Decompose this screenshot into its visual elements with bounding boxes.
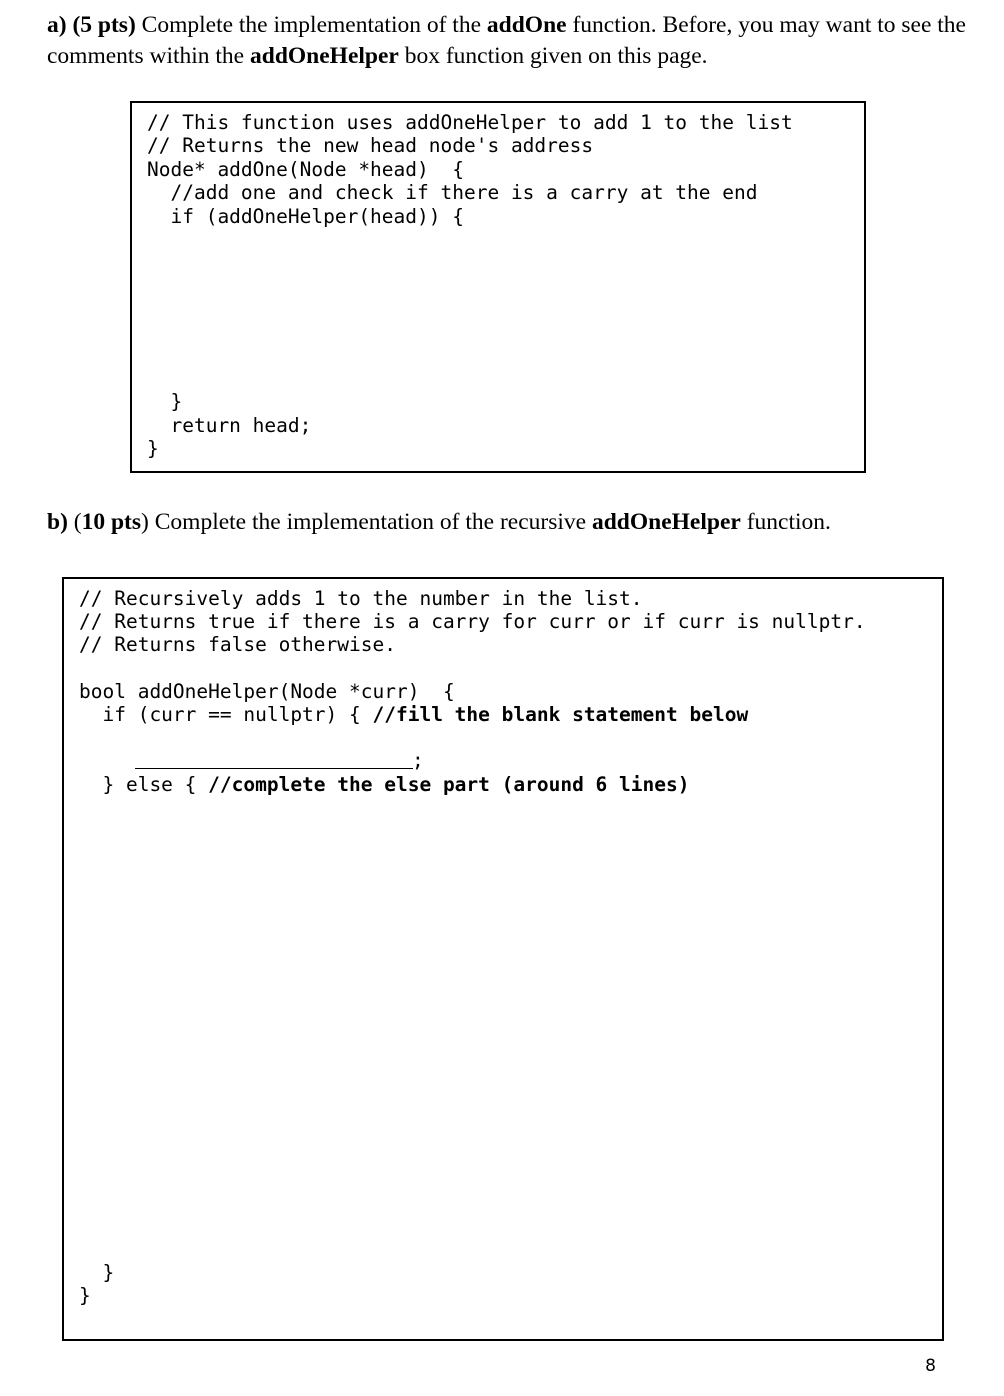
question-a-text-1: Complete the implementation of the xyxy=(135,12,487,38)
code-line-a1: // This function uses addOneHelper to add 1 to the list xyxy=(147,111,793,134)
code-line-b3: // Returns false otherwise. xyxy=(79,633,396,656)
page-number: 8 xyxy=(925,1356,936,1376)
question-a-helper-name: addOneHelper xyxy=(250,43,399,69)
question-b-label: b) xyxy=(47,509,68,535)
code-line-a3: Node* addOne(Node *head) { xyxy=(147,158,464,181)
code-line-b4: bool addOneHelper(Node *curr) { xyxy=(79,680,455,703)
code-line-b8: } xyxy=(79,1284,91,1307)
question-b-paren-open: ( xyxy=(67,509,82,535)
question-a-text-2: function. Before, you may want to see the comments within the xyxy=(47,12,966,69)
question-b-text-2: function. xyxy=(740,509,831,535)
code-line-b5 xyxy=(79,703,748,726)
question-a-function-name: addOne xyxy=(486,12,567,38)
question-a-text-3: box function given on this page. xyxy=(398,43,708,69)
fill-blank-line[interactable] xyxy=(135,750,413,769)
code-line-b5-code: if (curr == nullptr) { xyxy=(79,703,373,726)
code-line-a8: } xyxy=(147,437,159,460)
code-line-a7: return head; xyxy=(147,414,312,437)
code-line-b6-code: } else { xyxy=(79,773,209,796)
question-a-label: a) xyxy=(47,12,67,38)
fill-blank-semicolon: ; xyxy=(412,749,424,772)
question-b-points: 10 pts xyxy=(81,509,142,535)
code-line-b5-comment: //fill the blank statement below xyxy=(372,703,749,726)
question-b xyxy=(47,507,977,538)
question-b-text-1: Complete the implementation of the recursive xyxy=(148,509,592,535)
question-b-helper-name: addOneHelper xyxy=(591,509,741,535)
code-line-a2: // Returns the new head node's address xyxy=(147,134,594,157)
question-a-points: (5 pts) xyxy=(72,12,136,38)
question-b-paren-close: ) xyxy=(141,509,149,535)
code-line-a5: if (addOneHelper(head)) { xyxy=(147,205,464,228)
code-line-b7: } xyxy=(79,1261,115,1284)
code-line-b6-comment: //complete the else part (around 6 lines) xyxy=(208,773,690,796)
code-line-a6: } xyxy=(147,390,183,413)
code-line-b2: // Returns true if there is a carry for curr or if curr is nullptr. xyxy=(79,610,866,633)
question-a xyxy=(47,10,977,72)
code-line-a4: //add one and check if there is a carry at the end xyxy=(147,181,758,204)
code-line-b6 xyxy=(79,773,689,796)
code-line-b1: // Recursively adds 1 to the number in the list. xyxy=(79,587,643,610)
